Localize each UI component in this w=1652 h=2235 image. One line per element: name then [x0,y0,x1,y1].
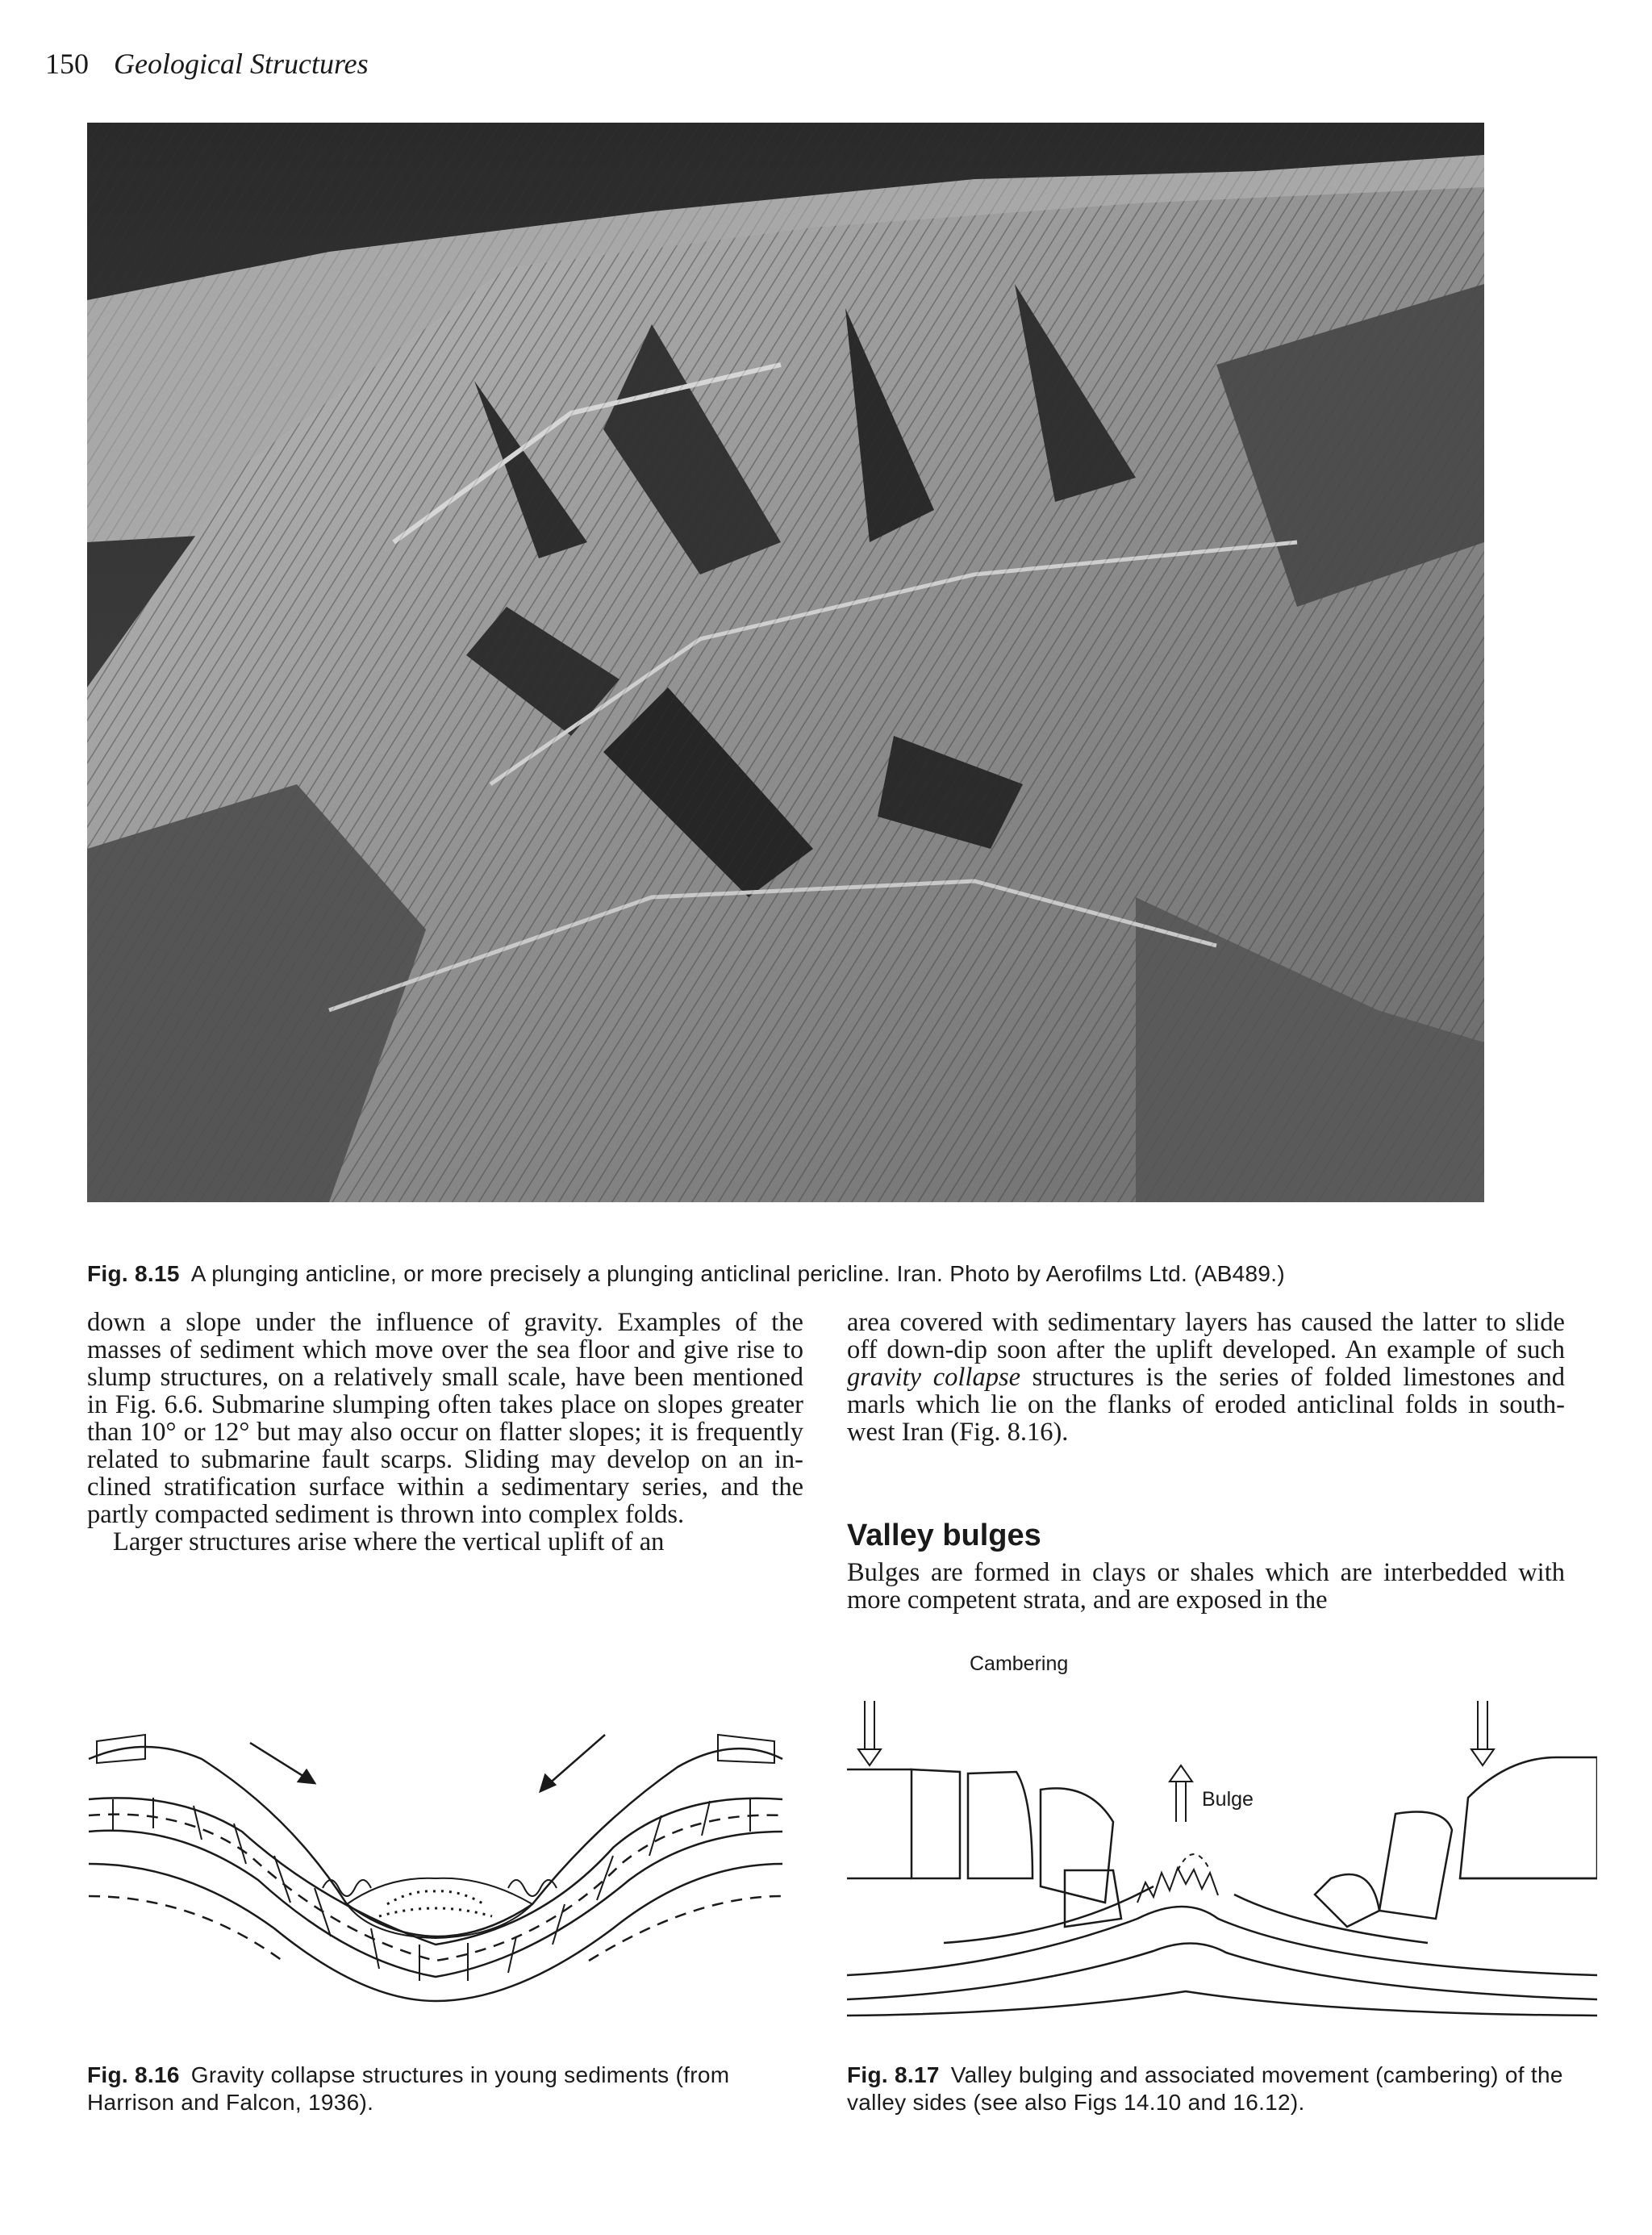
right-column-continued [847,1559,1565,1614]
valley-bulge-drawing [847,1652,1597,2024]
right-column [847,1309,1565,1446]
bulge-label: Bulge [1202,1788,1254,1811]
text-run: structures is the series of folded limestones and marls which lie on the flanks of eroded anticlinal folds in south-west Iran (Fig. 8.16). [847,1363,1565,1447]
figure-8-15-caption [87,1260,1620,1288]
cambering-label: Cambering [970,1652,1069,1675]
emphasis-term: gravity collapse [847,1363,1021,1392]
figure-8-15-photo [87,123,1484,1202]
caption-text: A plunging anticline, or more precisely a plunging anticlinal pericline. Iran. Photo by Aerofilms Ltd. (AB489.) [190,1261,1285,1286]
gravity-collapse-drawing [81,1702,791,2009]
caption-text: Valley bulging and associated movement (cambering) of the valley sides (see also Figs 14.10 and 16.12). [847,2062,1563,2115]
figure-label: Fig. 8.17 [847,2062,940,2087]
section-heading: Valley bulges [847,1519,1041,1552]
figure-label: Fig. 8.16 [87,2062,180,2087]
body-paragraph: Larger structures arise where the vertical uplift of an [113,1527,665,1556]
body-paragraph [847,1309,1565,1446]
caption-text: Gravity collapse structures in young sediments (from Harrison and Falcon, 1936). [87,2062,730,2115]
running-head-title: Geological Structures [114,48,369,80]
body-paragraph: Bulges are formed in clays or shales which are interbedded with more competent strata, and are exposed in the [847,1558,1565,1615]
text-run: area covered with sedimentary layers has caused the latter to slide off down-dip soon after the uplift developed. An example of such [847,1308,1565,1364]
figure-8-17-caption [847,2062,1597,2116]
running-head [45,47,369,81]
page-number: 150 [45,48,89,80]
figure-8-16-caption [87,2062,813,2116]
anticline-photo-illustration [87,123,1484,1202]
body-paragraph: down a slope under the influence of gravity. Examples of the masses of sediment which move over the sea floor and give rise to slump structures, on a relatively small scale, have been mentioned in Fig. 6.6. Submarine slumping often takes place on slopes greater than 10° or 12° but may also occur on flatter slopes; it is frequently related to submarine fault scarps. Sliding may develop on an inclined stratification surface within a sedimentary series, and the partly compacted sediment is thrown into complex folds. [87,1308,803,1529]
left-column [87,1309,803,1556]
figure-8-16-diagram [81,1702,791,2009]
figure-label: Fig. 8.15 [87,1261,180,1286]
figure-8-17-diagram [847,1652,1597,2024]
